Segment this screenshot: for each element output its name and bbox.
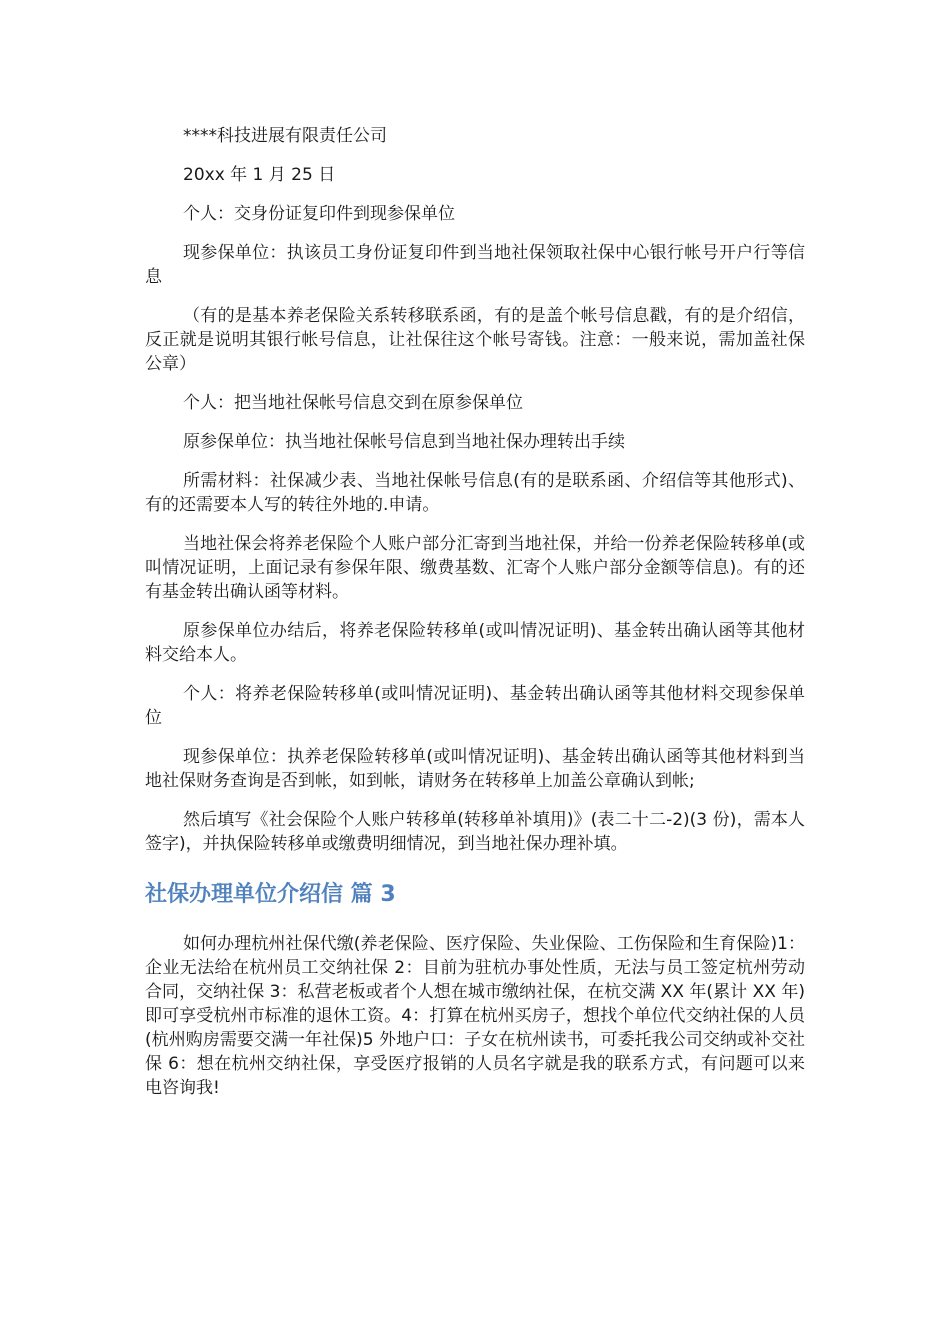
paragraph: 个人：交身份证复印件到现参保单位 (183, 204, 455, 224)
date-line: 20xx 年 1 月 25 日 (183, 165, 336, 185)
company-name: ****科技进展有限责任公司 (183, 126, 387, 146)
document-body (145, 124, 805, 1115)
paragraph: 然后填写《社会保险个人账户转移单(转移单补填用)》(表二十二-2)(3 份)，需本人签字)，并执保险转移单或缴费明细情况，到当地社保办理补填。 (145, 810, 805, 854)
paragraph: 当地社保会将养老保险个人账户部分汇寄到当地社保，并给一份养老保险转移单(或叫情况证明，上面记录有参保年限、缴费基数、汇寄个人账户部分金额等信息)。有的还有基金转出确认函等材料。 (145, 534, 805, 602)
paragraph: 原参保单位办结后，将养老保险转移单(或叫情况证明)、基金转出确认函等其他材料交给本人。 (145, 621, 805, 665)
paragraph: 如何办理杭州社保代缴(养老保险、医疗保险、失业保险、工伤保险和生育保险)1：企业无法给在杭州员工交纳社保 2：目前为驻杭办事处性质，无法与员工签定杭州劳动合同，交纳社保 3：私营老板或者个人想在城市缴纳社保，在杭交满 XX 年(累计 XX 年)即可享受杭州市标准的退休工资。4：打算在杭州买房子，想找个单位代交纳社保的人员(杭州购房需要交满一年社保)5 外地户口：子女在杭州读书，可委托我公司交纳或补交社保 6：想在杭州交纳社保，享受医疗报销的人员名字就是我的联系方式，有问题可以来电咨询我! (145, 934, 805, 1098)
paragraph: 原参保单位：执当地社保帐号信息到当地社保办理转出手续 (183, 432, 625, 452)
paragraph: 所需材料：社保减少表、当地社保帐号信息(有的是联系函、介绍信等其他形式)、有的还需要本人写的转往外地的.申请。 (145, 471, 805, 515)
paragraph: 个人：将养老保险转移单(或叫情况证明)、基金转出确认函等其他材料交现参保单位 (145, 684, 805, 728)
section-heading: 社保办理单位介绍信 篇 3 (145, 882, 396, 907)
paragraph: （有的是基本养老保险关系转移联系函，有的是盖个帐号信息戳，有的是介绍信，反正就是说明其银行帐号信息，让社保往这个帐号寄钱。注意：一般来说，需加盖社保公章） (145, 306, 805, 374)
paragraph: 现参保单位：执养老保险转移单(或叫情况证明)、基金转出确认函等其他材料到当地社保财务查询是否到帐，如到帐，请财务在转移单上加盖公章确认到帐; (145, 747, 805, 791)
paragraph: 现参保单位：执该员工身份证复印件到当地社保领取社保中心银行帐号开户行等信息 (145, 243, 805, 287)
paragraph: 个人：把当地社保帐号信息交到在原参保单位 (183, 393, 523, 413)
